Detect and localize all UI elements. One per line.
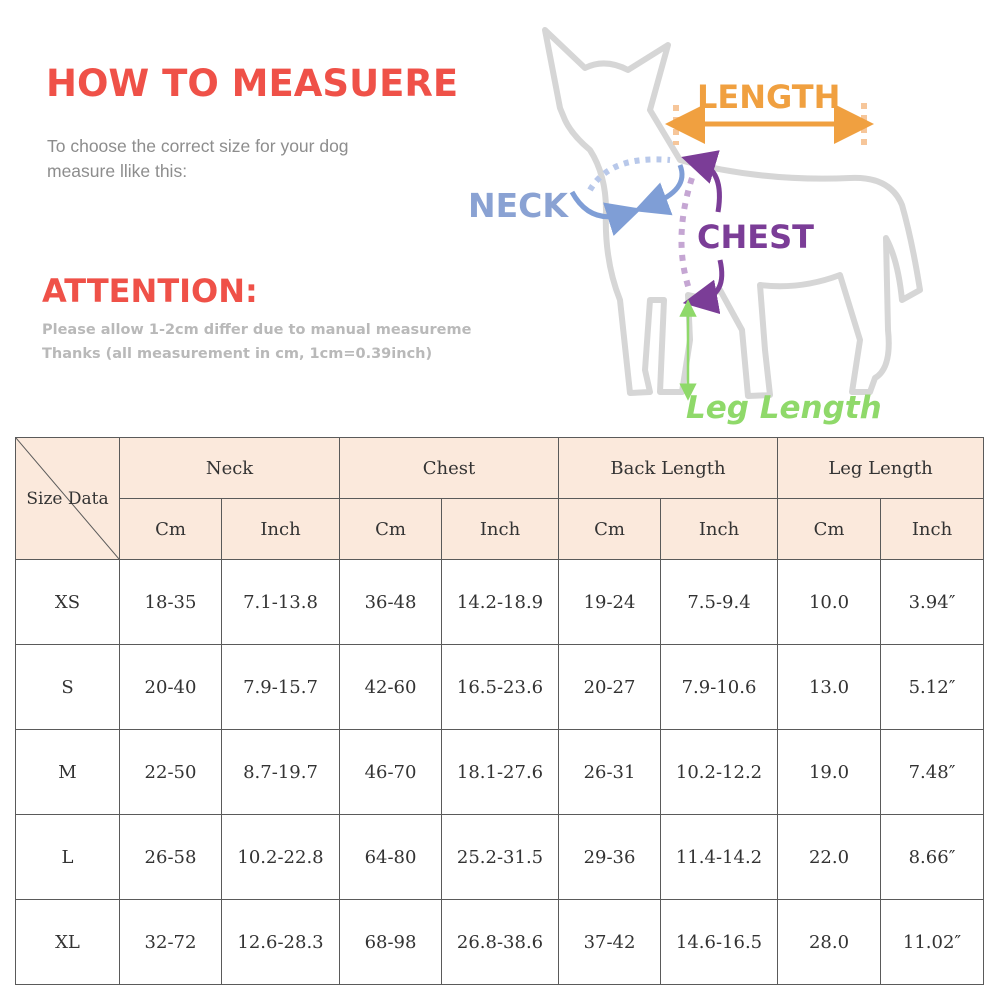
table-cell: 28.0 xyxy=(778,900,881,985)
instructions-line-1: To choose the correct size for your dog xyxy=(47,136,349,156)
table-cell: 10.2-22.8 xyxy=(222,815,340,900)
table-cell: 7.9-10.6 xyxy=(661,645,778,730)
table-cell: 18-35 xyxy=(120,560,222,645)
table-cell: 8.66″ xyxy=(881,815,984,900)
size-cell: M xyxy=(16,730,120,815)
instructions xyxy=(47,134,427,184)
unit-header: Cm xyxy=(559,499,661,560)
table-cell: 42-60 xyxy=(340,645,442,730)
chest-label: CHEST xyxy=(697,218,814,256)
size-cell: XS xyxy=(16,560,120,645)
instructions-line-2: measure llike this: xyxy=(47,161,188,181)
table-cell: 22.0 xyxy=(778,815,881,900)
table-cell: 16.5-23.6 xyxy=(442,645,559,730)
attention-note-1: Please allow 1-2cm differ due to manual measureme xyxy=(42,322,472,338)
unit-header: Cm xyxy=(778,499,881,560)
table-cell: 20-27 xyxy=(559,645,661,730)
header-back-length: Back Length xyxy=(559,438,778,499)
table-cell: 37-42 xyxy=(559,900,661,985)
unit-header: Inch xyxy=(881,499,984,560)
size-cell: S xyxy=(16,645,120,730)
attention-title: ATTENTION: xyxy=(42,272,258,310)
table-cell: 8.7-19.7 xyxy=(222,730,340,815)
attention-notes xyxy=(42,318,494,366)
unit-header: Inch xyxy=(442,499,559,560)
table-row xyxy=(16,560,984,645)
size-cell: L xyxy=(16,815,120,900)
header-neck: Neck xyxy=(120,438,340,499)
table-row xyxy=(16,900,984,985)
size-chart-table xyxy=(15,437,984,985)
neck-label: NECK xyxy=(468,186,568,225)
table-cell: 46-70 xyxy=(340,730,442,815)
table-cell: 13.0 xyxy=(778,645,881,730)
table-row xyxy=(16,815,984,900)
table-cell: 26-58 xyxy=(120,815,222,900)
neck-arrow-left xyxy=(572,192,625,217)
unit-header: Inch xyxy=(222,499,340,560)
table-cell: 14.6-16.5 xyxy=(661,900,778,985)
unit-header: Inch xyxy=(661,499,778,560)
table-cell: 7.9-15.7 xyxy=(222,645,340,730)
attention-note-2: Thanks (all measurement in cm, 1cm=0.39inch) xyxy=(42,346,433,362)
unit-header: Cm xyxy=(340,499,442,560)
table-cell: 10.0 xyxy=(778,560,881,645)
unit-header: Cm xyxy=(120,499,222,560)
header-chest: Chest xyxy=(340,438,559,499)
size-rows xyxy=(16,560,984,985)
table-cell: 14.2-18.9 xyxy=(442,560,559,645)
table-cell: 19-24 xyxy=(559,560,661,645)
table-cell: 29-36 xyxy=(559,815,661,900)
table-cell: 20-40 xyxy=(120,645,222,730)
length-label: LENGTH xyxy=(697,78,841,116)
table-cell: 26-31 xyxy=(559,730,661,815)
table-cell: 10.2-12.2 xyxy=(661,730,778,815)
table-cell: 11.02″ xyxy=(881,900,984,985)
table-cell: 64-80 xyxy=(340,815,442,900)
table-row xyxy=(16,730,984,815)
leg-length-label: Leg Length xyxy=(686,390,882,426)
chest-dotted-loop xyxy=(681,178,692,292)
table-cell: 36-48 xyxy=(340,560,442,645)
table-cell: 3.94″ xyxy=(881,560,984,645)
neck-arrow-right xyxy=(650,165,682,205)
table-cell: 26.8-38.6 xyxy=(442,900,559,985)
table-cell: 5.12″ xyxy=(881,645,984,730)
table-cell: 12.6-28.3 xyxy=(222,900,340,985)
table-cell: 32-72 xyxy=(120,900,222,985)
table-cell: 7.48″ xyxy=(881,730,984,815)
table-cell: 19.0 xyxy=(778,730,881,815)
table-cell: 7.5-9.4 xyxy=(661,560,778,645)
corner-header xyxy=(16,438,120,560)
table-cell: 68-98 xyxy=(340,900,442,985)
table-cell: 11.4-14.2 xyxy=(661,815,778,900)
size-cell: XL xyxy=(16,900,120,985)
page-title: HOW TO MEASUERE xyxy=(46,62,459,105)
table-cell: 22-50 xyxy=(120,730,222,815)
header-leg-length: Leg Length xyxy=(778,438,984,499)
table-row xyxy=(16,645,984,730)
table-cell: 25.2-31.5 xyxy=(442,815,559,900)
table-cell: 7.1-13.8 xyxy=(222,560,340,645)
table-cell: 18.1-27.6 xyxy=(442,730,559,815)
corner-label: Size Data xyxy=(26,489,109,509)
